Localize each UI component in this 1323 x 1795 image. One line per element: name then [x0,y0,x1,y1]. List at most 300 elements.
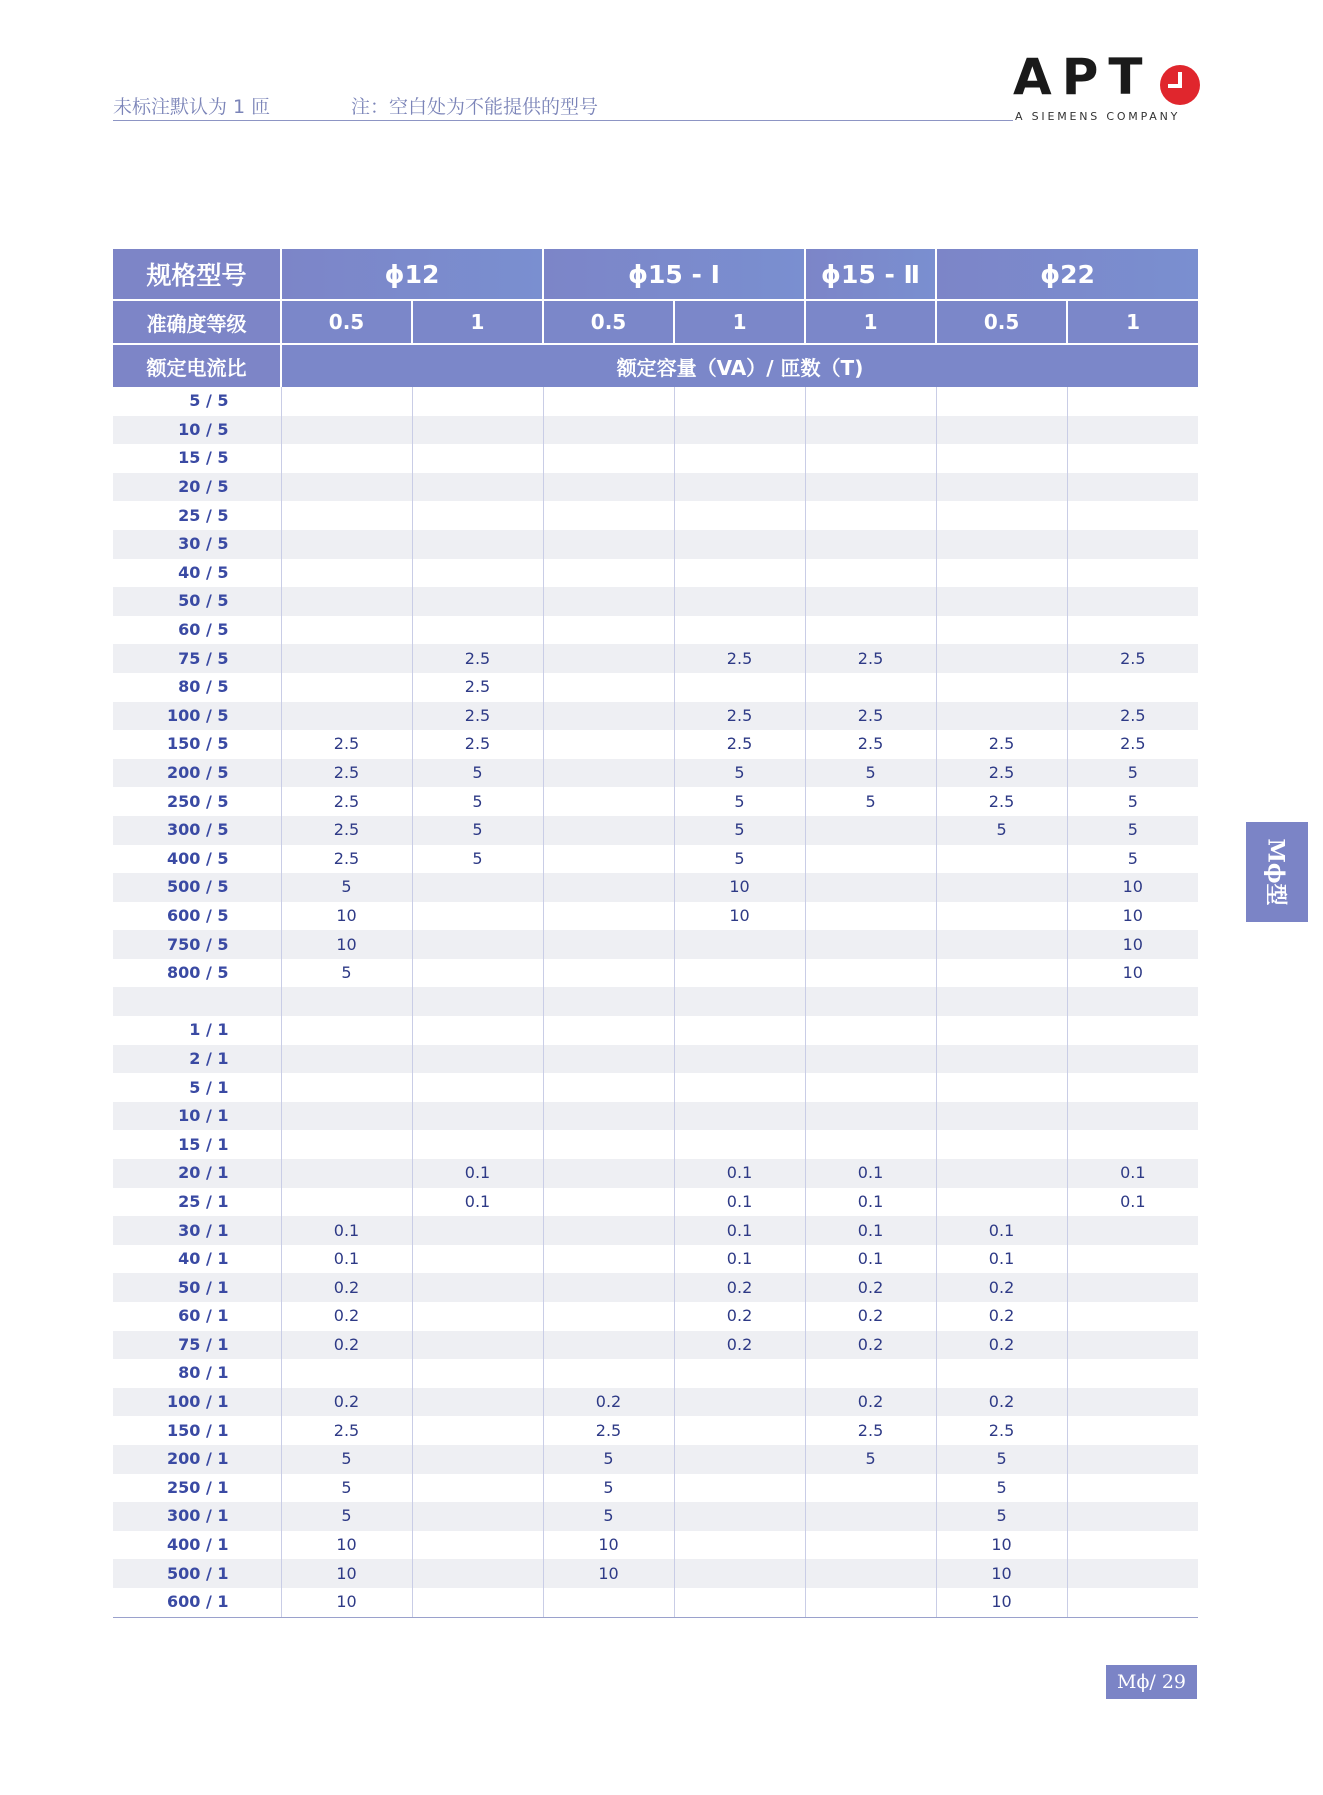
ratio-cell: 60 / 1 [113,1302,281,1331]
capacity-cell [543,1102,674,1131]
capacity-cell [936,1359,1067,1388]
capacity-cell [674,444,805,473]
capacity-cell: 0.2 [674,1331,805,1360]
capacity-cell [412,1359,543,1388]
table-row [113,416,1198,445]
capacity-cell: 10 [281,930,412,959]
capacity-cell [1067,1102,1198,1131]
table-row [113,1331,1198,1360]
capacity-cell [1067,1502,1198,1531]
table-row [113,1130,1198,1159]
capacity-cell [936,987,1067,1016]
capacity-cell: 2.5 [412,702,543,731]
capacity-cell: 0.2 [674,1302,805,1331]
capacity-cell [412,902,543,931]
capacity-cell [412,1331,543,1360]
table-row [113,730,1198,759]
capacity-cell [805,501,936,530]
capacity-cell: 2.5 [281,730,412,759]
capacity-cell [281,1359,412,1388]
capacity-cell [412,416,543,445]
capacity-cell [1067,987,1198,1016]
capacity-cell [674,930,805,959]
spec-table [113,249,1198,1618]
capacity-cell: 2.5 [936,1416,1067,1445]
ratio-cell: 250 / 5 [113,787,281,816]
capacity-cell [805,416,936,445]
capacity-cell [543,1588,674,1617]
capacity-cell: 10 [281,902,412,931]
capacity-cell: 0.1 [674,1159,805,1188]
ratio-cell: 10 / 5 [113,416,281,445]
capacity-cell [805,1588,936,1617]
capacity-cell: 5 [543,1445,674,1474]
table-row [113,1531,1198,1560]
capacity-cell [543,644,674,673]
capacity-cell [412,444,543,473]
capacity-cell: 2.5 [281,845,412,874]
capacity-cell: 2.5 [412,644,543,673]
capacity-cell [674,987,805,1016]
capacity-cell [805,1474,936,1503]
capacity-cell: 0.1 [281,1245,412,1274]
capacity-cell [543,930,674,959]
capacity-cell [412,1102,543,1131]
capacity-cell [412,987,543,1016]
capacity-cell: 10 [936,1559,1067,1588]
capacity-cell [936,1045,1067,1074]
capacity-cell [805,1045,936,1074]
capacity-cell [674,587,805,616]
table-row [113,1502,1198,1531]
capacity-cell: 10 [674,902,805,931]
ratio-cell: 15 / 1 [113,1130,281,1159]
capacity-cell: 0.2 [805,1273,936,1302]
capacity-cell [1067,1474,1198,1503]
capacity-cell [412,1531,543,1560]
capacity-cell [674,1588,805,1617]
capacity-cell [412,1416,543,1445]
capacity-cell: 2.5 [543,1416,674,1445]
capacity-cell: 0.2 [805,1388,936,1417]
capacity-cell: 10 [674,873,805,902]
table-row [113,959,1198,988]
capacity-cell: 0.2 [936,1331,1067,1360]
capacity-cell [412,1073,543,1102]
capacity-cell [543,1273,674,1302]
capacity-cell [281,987,412,1016]
capacity-cell [543,1016,674,1045]
capacity-cell [1067,673,1198,702]
capacity-cell: 2.5 [805,730,936,759]
page-number: Mϕ/ 29 [1106,1665,1197,1699]
capacity-cell [674,530,805,559]
capacity-cell [674,1130,805,1159]
capacity-cell: 0.1 [805,1245,936,1274]
capacity-cell [1067,1245,1198,1274]
capacity-cell [805,930,936,959]
capacity-cell [674,1359,805,1388]
capacity-cell: 2.5 [281,787,412,816]
capacity-cell [936,702,1067,731]
capacity-cell: 2.5 [281,759,412,788]
ratio-cell: 10 / 1 [113,1102,281,1131]
capacity-cell: 2.5 [674,702,805,731]
capacity-cell [936,1073,1067,1102]
capacity-cell [1067,1388,1198,1417]
capacity-cell [936,1016,1067,1045]
capacity-cell [1067,559,1198,588]
table-row [113,1016,1198,1045]
capacity-cell: 5 [412,816,543,845]
header-divider [113,120,1013,121]
capacity-cell: 2.5 [281,816,412,845]
table-row [113,1159,1198,1188]
capacity-cell [1067,1216,1198,1245]
capacity-cell [543,473,674,502]
capacity-cell [412,387,543,416]
capacity-cell [936,1159,1067,1188]
capacity-cell: 0.2 [805,1302,936,1331]
capacity-cell [543,873,674,902]
capacity-cell [805,1016,936,1045]
table-row [113,1416,1198,1445]
capacity-cell [412,530,543,559]
capacity-cell [674,559,805,588]
capacity-cell [412,959,543,988]
table-row [113,444,1198,473]
capacity-cell [412,1474,543,1503]
capacity-cell [805,959,936,988]
capacity-cell [1067,1445,1198,1474]
capacity-cell [412,873,543,902]
capacity-cell [936,1130,1067,1159]
capacity-cell: 0.2 [936,1388,1067,1417]
capacity-cell [281,473,412,502]
capacity-cell [412,473,543,502]
capacity-cell [1067,1531,1198,1560]
ratio-cell: 30 / 1 [113,1216,281,1245]
ratio-cell: 100 / 1 [113,1388,281,1417]
accuracy-label: 准确度等级 [113,300,281,344]
capacity-cell: 2.5 [674,730,805,759]
group-phi22: ϕ22 [936,249,1198,300]
capacity-cell: 5 [674,759,805,788]
capacity-cell [1067,1273,1198,1302]
capacity-cell [805,673,936,702]
ratio-cell: 500 / 1 [113,1559,281,1588]
spec-label: 规格型号 [113,249,281,300]
capacity-cell: 2.5 [936,730,1067,759]
capacity-cell [543,1245,674,1274]
capacity-cell: 0.2 [281,1388,412,1417]
capacity-cell [805,559,936,588]
table-row [113,1245,1198,1274]
capacity-cell [543,1159,674,1188]
capacity-cell: 2.5 [1067,644,1198,673]
capacity-cell [412,1216,543,1245]
capacity-cell: 2.5 [412,730,543,759]
ratio-cell: 25 / 5 [113,501,281,530]
capacity-cell [281,416,412,445]
capacity-label: 额定容量（VA）/ 匝数（T) [281,344,1198,387]
spec-body [113,387,1198,1617]
capacity-cell [1067,1331,1198,1360]
capacity-cell [543,1130,674,1159]
capacity-cell [936,387,1067,416]
table-row [113,587,1198,616]
table-row [113,473,1198,502]
capacity-cell: 0.1 [674,1188,805,1217]
capacity-cell [543,444,674,473]
capacity-cell: 2.5 [805,644,936,673]
table-row [113,702,1198,731]
ratio-cell: 300 / 5 [113,816,281,845]
accuracy-class: 0.5 [281,300,412,344]
accuracy-header-row [113,300,1198,344]
capacity-cell [805,616,936,645]
capacity-cell [805,530,936,559]
capacity-cell [674,1474,805,1503]
capacity-cell: 5 [1067,816,1198,845]
capacity-cell [1067,444,1198,473]
capacity-cell [936,587,1067,616]
capacity-cell: 5 [936,1502,1067,1531]
table-row [113,902,1198,931]
capacity-cell: 2.5 [936,759,1067,788]
ratio-label: 额定电流比 [113,344,281,387]
side-tab-label: Mϕ型 [1262,838,1289,906]
capacity-cell [281,702,412,731]
capacity-cell: 0.2 [936,1273,1067,1302]
capacity-cell: 5 [936,1445,1067,1474]
capacity-cell: 0.1 [1120,1191,1146,1211]
capacity-cell: 0.2 [543,1388,674,1417]
capacity-cell [281,616,412,645]
capacity-cell [543,1359,674,1388]
capacity-cell: 10 [281,1531,412,1560]
ratio-cell: 500 / 5 [113,873,281,902]
capacity-cell [674,1388,805,1417]
capacity-cell: 5 [674,816,805,845]
ratio-cell: 80 / 5 [113,673,281,702]
capacity-cell [674,1559,805,1588]
capacity-cell: 5 [412,845,543,874]
capacity-cell [674,1016,805,1045]
logo-subtitle: A SIEMENS COMPANY [1015,110,1181,123]
capacity-cell: 10 [936,1588,1067,1617]
capacity-cell [281,1073,412,1102]
capacity-cell [936,473,1067,502]
capacity-cell: 2.5 [805,702,936,731]
capacity-cell [281,673,412,702]
capacity-cell [936,930,1067,959]
capacity-cell [412,1130,543,1159]
capacity-cell [281,1188,412,1217]
capacity-cell: 5 [1127,791,1138,811]
capacity-cell [1067,1416,1198,1445]
capacity-cell [805,987,936,1016]
capacity-cell [543,902,674,931]
capacity-cell: 0.2 [281,1302,412,1331]
ratio-cell: 50 / 1 [113,1273,281,1302]
capacity-cell: 10 [543,1559,674,1588]
table-row [113,1216,1198,1245]
ratio-cell: 400 / 5 [113,845,281,874]
ratio-cell: 75 / 1 [113,1331,281,1360]
ratio-cell: 1 / 1 [113,1016,281,1045]
ratio-cell: 50 / 5 [113,587,281,616]
capacity-cell [543,501,674,530]
capacity-cell: 0.1 [805,1188,936,1217]
table-row [113,1588,1198,1617]
capacity-cell: 5 [805,759,936,788]
capacity-cell [412,1273,543,1302]
ratio-cell: 5 / 1 [113,1073,281,1102]
table-row [113,1102,1198,1131]
capacity-cell: 0.1 [674,1245,805,1274]
capacity-cell: 5 [281,1445,412,1474]
capacity-cell [412,616,543,645]
capacity-cell [1067,1559,1198,1588]
capacity-cell [805,845,936,874]
table-row [113,787,1198,816]
capacity-cell [412,1045,543,1074]
capacity-cell [936,845,1067,874]
ratio-cell: 2 / 1 [113,1045,281,1074]
capacity-cell: 0.2 [281,1331,412,1360]
ratio-cell: 20 / 1 [113,1159,281,1188]
capacity-cell [281,1016,412,1045]
capacity-cell [674,501,805,530]
capacity-cell [936,416,1067,445]
capacity-cell: 5 [412,759,543,788]
table-row [113,616,1198,645]
capacity-cell [543,730,674,759]
capacity-cell [1067,1073,1198,1102]
capacity-cell [1067,1302,1198,1331]
table-row [113,1559,1198,1588]
table-row [113,501,1198,530]
capacity-cell [1067,530,1198,559]
capacity-cell [674,959,805,988]
capacity-cell: 5 [674,787,805,816]
capacity-cell [543,416,674,445]
capacity-cell [805,473,936,502]
capacity-cell [412,1502,543,1531]
capacity-cell [1067,387,1198,416]
ratio-cell: 800 / 5 [113,959,281,988]
ratio-cell: 300 / 1 [113,1502,281,1531]
capacity-cell [936,673,1067,702]
ratio-cell: 75 / 5 [113,644,281,673]
capacity-cell: 2.5 [674,644,805,673]
spec-header-row [113,249,1198,300]
capacity-cell [543,530,674,559]
capacity-cell: 0.1 [674,1216,805,1245]
capacity-cell: 5 [1127,848,1138,868]
capacity-cell [1067,473,1198,502]
capacity-cell [1067,1359,1198,1388]
ratio-cell: 30 / 5 [113,530,281,559]
capacity-cell [674,1102,805,1131]
ratio-cell: 80 / 1 [113,1359,281,1388]
table-row [113,1302,1198,1331]
capacity-cell: 0.1 [805,1216,936,1245]
ratio-cell: 20 / 5 [113,473,281,502]
capacity-cell: 5 [805,1445,936,1474]
accuracy-class: 1 [412,300,543,344]
capacity-cell [412,1388,543,1417]
logo-text: APT [1013,48,1153,106]
ratio-cell: 200 / 1 [113,1445,281,1474]
capacity-cell [543,1188,674,1217]
capacity-cell [936,444,1067,473]
table-row [113,1359,1198,1388]
capacity-cell [412,1588,543,1617]
capacity-cell [805,1502,936,1531]
capacity-cell: 10 [1122,905,1143,925]
capacity-cell [543,702,674,731]
capacity-cell [674,1045,805,1074]
capacity-cell: 5 [543,1474,674,1503]
capacity-cell [543,387,674,416]
capacity-cell [1067,1016,1198,1045]
ratio-cell: 250 / 1 [113,1474,281,1503]
capacity-cell [805,587,936,616]
capacity-cell: 10 [1122,963,1143,983]
accuracy-class: 1 [805,300,936,344]
capacity-cell: 5 [281,959,412,988]
ratio-cell: 600 / 5 [113,902,281,931]
capacity-cell: 5 [936,1474,1067,1503]
capacity-cell: 10 [1067,930,1198,959]
capacity-cell [281,387,412,416]
capacity-cell: 0.1 [412,1188,543,1217]
capacity-cell: 5 [936,816,1067,845]
table-row [113,1445,1198,1474]
capacity-cell [674,673,805,702]
capacity-cell [543,1045,674,1074]
capacity-cell [674,416,805,445]
capacity-cell [281,530,412,559]
capacity-cell: 5 [1067,759,1198,788]
table-row [113,1045,1198,1074]
capacity-cell [674,616,805,645]
capacity-cell [412,1245,543,1274]
table-row [113,1188,1198,1217]
group-phi15-1: ϕ15 - Ⅰ [543,249,805,300]
table-row [113,1073,1198,1102]
capacity-cell: 5 [674,845,805,874]
capacity-cell: 0.1 [936,1216,1067,1245]
table-row [113,673,1198,702]
capacity-cell [543,673,674,702]
capacity-cell: 10 [1067,873,1198,902]
capacity-cell: 0.1 [281,1216,412,1245]
ratio-cell: 150 / 1 [113,1416,281,1445]
accuracy-class: 1 [1067,300,1198,344]
accuracy-class: 0.5 [936,300,1067,344]
capacity-cell: 2.5 [936,787,1067,816]
capacity-cell [412,587,543,616]
table-row [113,1388,1198,1417]
table-row [113,759,1198,788]
header-note-blank: 注：空白处为不能提供的型号 [351,96,599,118]
capacity-cell [281,1130,412,1159]
capacity-cell [936,644,1067,673]
capacity-cell [412,1445,543,1474]
